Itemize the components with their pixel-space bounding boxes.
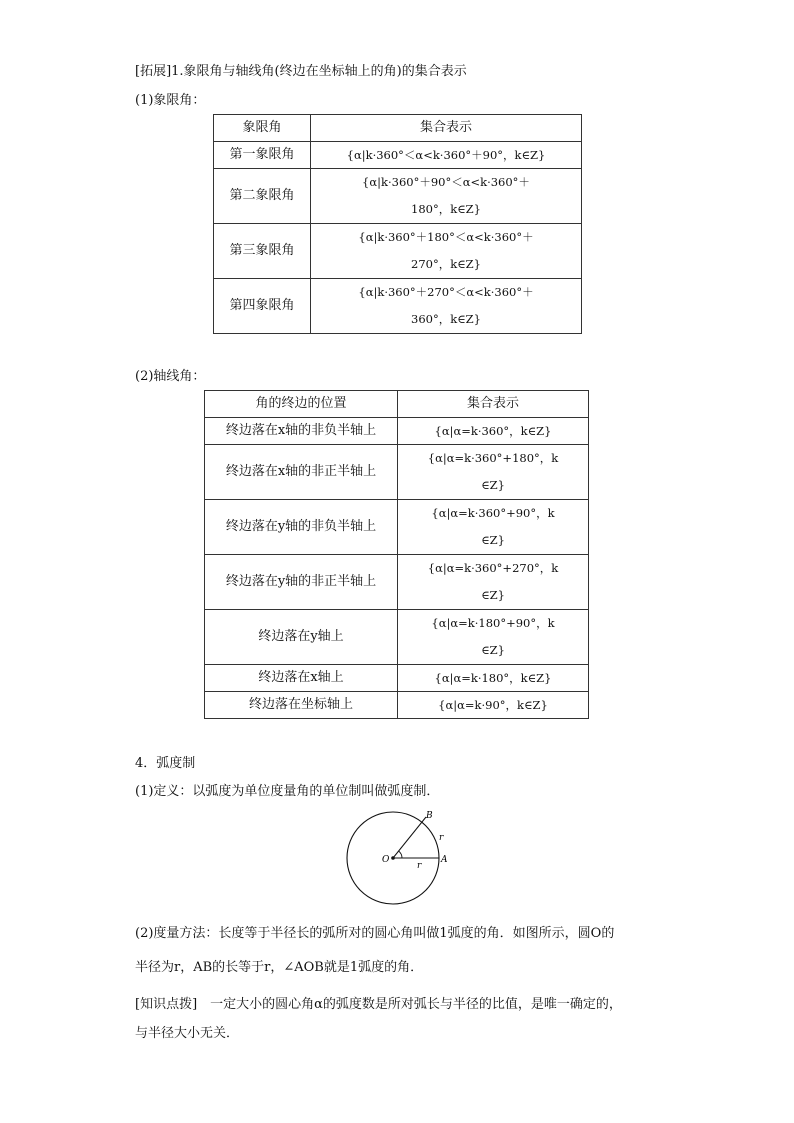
axis-section-label: (2)轴线角： <box>135 369 206 384</box>
table-header-cell: 集合表示 <box>398 391 589 418</box>
label-r-arc: r <box>439 833 444 843</box>
set-expression-line: 360°，k∈Z} <box>411 312 481 326</box>
axis-position-cell: 终边落在x轴的非负半轴上 <box>205 418 398 445</box>
definition-text: (1)定义：以弧度为单位度量角的单位制叫做弧度制． <box>135 784 440 799</box>
set-expression-cell <box>311 224 582 279</box>
table-row <box>214 169 582 224</box>
set-expression-line: {α|α=k·360°+90°，k <box>431 506 555 520</box>
table-row <box>205 692 589 719</box>
label-r-radius: r <box>417 861 422 871</box>
quadrant-section-label: (1)象限角： <box>135 93 206 108</box>
set-expression-line: 270°，k∈Z} <box>411 257 481 271</box>
table-row <box>205 418 589 445</box>
set-expression-cell <box>311 279 582 334</box>
axis-position-cell: 终边落在x轴上 <box>205 665 398 692</box>
set-expression-line: {α|k·360°＋90°＜α<k·360°＋ <box>362 175 530 189</box>
quadrant-name-cell: 第三象限角 <box>214 224 311 279</box>
measure-method-line-1: (2)度量方法：长度等于半径长的弧所对的圆心角叫做1弧度的角．如图所示，圆O的 <box>135 926 615 941</box>
axis-position-cell: 终边落在y轴上 <box>205 610 398 665</box>
table-row <box>214 224 582 279</box>
table-row <box>214 279 582 334</box>
set-expression-cell <box>311 169 582 224</box>
set-expression-line: {α|α=k·360°+180°，k <box>427 451 559 465</box>
set-expression-line: 180°，k∈Z} <box>411 202 481 216</box>
axis-position-cell: 终边落在y轴的非负半轴上 <box>205 500 398 555</box>
quadrant-name-cell: 第一象限角 <box>214 142 311 169</box>
set-expression-cell: {α|α=k·180°，k∈Z} <box>398 665 589 692</box>
set-expression-cell <box>398 445 589 500</box>
radius-ob <box>393 817 426 858</box>
table-row <box>205 665 589 692</box>
set-expression-line: {α|k·360°＋180°＜α<k·360°＋ <box>358 230 534 244</box>
axis-position-cell: 终边落在x轴的非正半轴上 <box>205 445 398 500</box>
set-expression-line: ∈Z} <box>481 533 505 547</box>
center-point-o <box>391 856 395 860</box>
table-row <box>205 610 589 665</box>
table-header-cell: 象限角 <box>214 115 311 142</box>
measure-method-line-2: 半径为r，AB的长等于r，∠AOB就是1弧度的角． <box>135 960 424 975</box>
set-expression-cell <box>398 610 589 665</box>
set-expression-line: {α|k·360°＋270°＜α<k·360°＋ <box>358 285 534 299</box>
set-expression-cell: {α|α=k·360°，k∈Z} <box>398 418 589 445</box>
set-expression-cell: {α|α=k·90°，k∈Z} <box>398 692 589 719</box>
quadrant-angle-table <box>213 114 582 334</box>
table-row <box>205 500 589 555</box>
table-header-cell: 集合表示 <box>311 115 582 142</box>
table-row <box>205 445 589 500</box>
set-expression-line: {α|α=k·360°+270°，k <box>427 561 559 575</box>
set-expression-line: {α|α=k·180°+90°，k <box>431 616 555 630</box>
quadrant-name-cell: 第二象限角 <box>214 169 311 224</box>
table-header-row <box>214 115 582 142</box>
set-expression-cell <box>398 500 589 555</box>
label-b: B <box>426 811 433 821</box>
unit-radian-circle-diagram <box>340 808 460 908</box>
extension-heading: [拓展]1.象限角与轴线角(终边在坐标轴上的角)的集合表示 <box>135 64 467 79</box>
set-expression-cell: {α|k·360°＜α<k·360°＋90°，k∈Z} <box>311 142 582 169</box>
radian-heading: 4．弧度制 <box>135 756 196 771</box>
set-expression-line: ∈Z} <box>481 643 505 657</box>
table-row <box>205 555 589 610</box>
quadrant-name-cell: 第四象限角 <box>214 279 311 334</box>
set-expression-line: ∈Z} <box>481 588 505 602</box>
label-a: A <box>441 855 448 865</box>
axis-position-cell: 终边落在y轴的非正半轴上 <box>205 555 398 610</box>
set-expression-line: ∈Z} <box>481 478 505 492</box>
table-row <box>214 142 582 169</box>
axis-position-cell: 终边落在坐标轴上 <box>205 692 398 719</box>
knowledge-tip-line-2: 与半径大小无关． <box>135 1026 240 1041</box>
table-header-cell: 角的终边的位置 <box>205 391 398 418</box>
angle-arc <box>399 851 402 858</box>
table-header-row <box>205 391 589 418</box>
set-expression-cell <box>398 555 589 610</box>
label-o: O <box>382 855 390 865</box>
axis-angle-table <box>204 390 589 719</box>
knowledge-tip-line-1: [知识点拨] 一定大小的圆心角α的弧度数是所对弧长与半径的比值，是唯一确定的， <box>135 997 622 1012</box>
